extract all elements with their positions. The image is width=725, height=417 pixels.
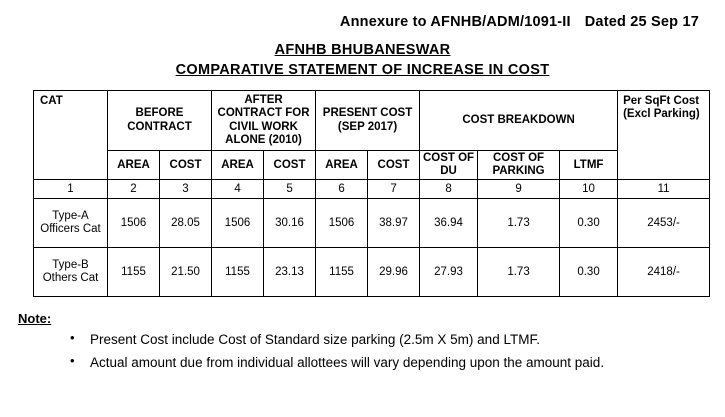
cell-cost-present: 38.97 bbox=[368, 199, 420, 248]
subheader-area-before: AREA bbox=[108, 151, 160, 180]
cell-cost-of-parking: 1.73 bbox=[478, 248, 560, 297]
cell-cost-before: 21.50 bbox=[160, 248, 212, 297]
subheader-cost-of-du: COST OF DU bbox=[420, 151, 478, 180]
cell-ltmf: 0.30 bbox=[560, 199, 618, 248]
colnum-3: 3 bbox=[160, 180, 212, 199]
cell-cost-of-parking: 1.73 bbox=[478, 199, 560, 248]
document-title-org: AFNHB BHUBANESWAR bbox=[274, 42, 451, 58]
colnum-10: 10 bbox=[560, 180, 618, 199]
subheader-ltmf: LTMF bbox=[560, 151, 618, 180]
colnum-2: 2 bbox=[108, 180, 160, 199]
cell-cat: Type-B Others Cat bbox=[34, 248, 108, 297]
colnum-4: 4 bbox=[212, 180, 264, 199]
subheader-area-present: AREA bbox=[316, 151, 368, 180]
cell-cat: Type-A Officers Cat bbox=[34, 199, 108, 248]
colnum-5: 5 bbox=[264, 180, 316, 199]
header-cost-breakdown: COST BREAKDOWN bbox=[420, 91, 618, 151]
list-item: • Actual amount due from individual allottees will vary depending upon the amount paid. bbox=[90, 353, 725, 373]
cell-area-after: 1506 bbox=[212, 199, 264, 248]
colnum-11: 11 bbox=[618, 180, 710, 199]
cell-area-present: 1155 bbox=[316, 248, 368, 297]
cell-psf: 2418/- bbox=[618, 248, 710, 297]
cell-area-present: 1506 bbox=[316, 199, 368, 248]
annexure-header bbox=[0, 0, 725, 30]
header-per-sqft: Per SqFt Cost (Excl Parking) bbox=[618, 91, 710, 180]
notes-label: Note: bbox=[18, 311, 52, 327]
subheader-cost-before: COST bbox=[160, 151, 212, 180]
cell-psf: 2453/- bbox=[618, 199, 710, 248]
table-row bbox=[34, 248, 710, 297]
colnum-1: 1 bbox=[34, 180, 108, 199]
header-cat: CAT bbox=[34, 91, 108, 180]
table-subheader-row bbox=[34, 151, 710, 180]
annexure-reference: Annexure to AFNHB/ADM/1091-II bbox=[339, 14, 571, 30]
cell-cost-after: 23.13 bbox=[264, 248, 316, 297]
title-block bbox=[0, 42, 725, 78]
colnum-6: 6 bbox=[316, 180, 368, 199]
table-column-number-row bbox=[34, 180, 710, 199]
cell-area-before: 1506 bbox=[108, 199, 160, 248]
annexure-date: Dated 25 Sep 17 bbox=[584, 14, 699, 30]
subheader-cost-of-parking: COST OF PARKING bbox=[478, 151, 560, 180]
header-present-cost: PRESENT COST (SEP 2017) bbox=[316, 91, 420, 151]
list-item: • Present Cost include Cost of Standard size parking (2.5m X 5m) and LTMF. bbox=[90, 330, 725, 350]
comparative-cost-table bbox=[33, 90, 710, 297]
document-title-subject: COMPARATIVE STATEMENT OF INCREASE IN COST bbox=[175, 62, 550, 78]
header-before-contract: BEFORE CONTRACT bbox=[108, 91, 212, 151]
colnum-7: 7 bbox=[368, 180, 420, 199]
subheader-area-after: AREA bbox=[212, 151, 264, 180]
cell-cost-before: 28.05 bbox=[160, 199, 212, 248]
cell-ltmf: 0.30 bbox=[560, 248, 618, 297]
header-after-contract: AFTER CONTRACT FOR CIVIL WORK ALONE (2010) bbox=[212, 91, 316, 151]
cell-area-before: 1155 bbox=[108, 248, 160, 297]
colnum-8: 8 bbox=[420, 180, 478, 199]
table-header-group-row bbox=[34, 91, 710, 151]
subheader-cost-after: COST bbox=[264, 151, 316, 180]
notes-section bbox=[18, 311, 725, 372]
cell-cost-present: 29.96 bbox=[368, 248, 420, 297]
cell-cost-after: 30.16 bbox=[264, 199, 316, 248]
table-row bbox=[34, 199, 710, 248]
colnum-9: 9 bbox=[478, 180, 560, 199]
cell-cost-of-du: 36.94 bbox=[420, 199, 478, 248]
cell-area-after: 1155 bbox=[212, 248, 264, 297]
cell-cost-of-du: 27.93 bbox=[420, 248, 478, 297]
subheader-cost-present: COST bbox=[368, 151, 420, 180]
notes-list bbox=[18, 330, 725, 372]
